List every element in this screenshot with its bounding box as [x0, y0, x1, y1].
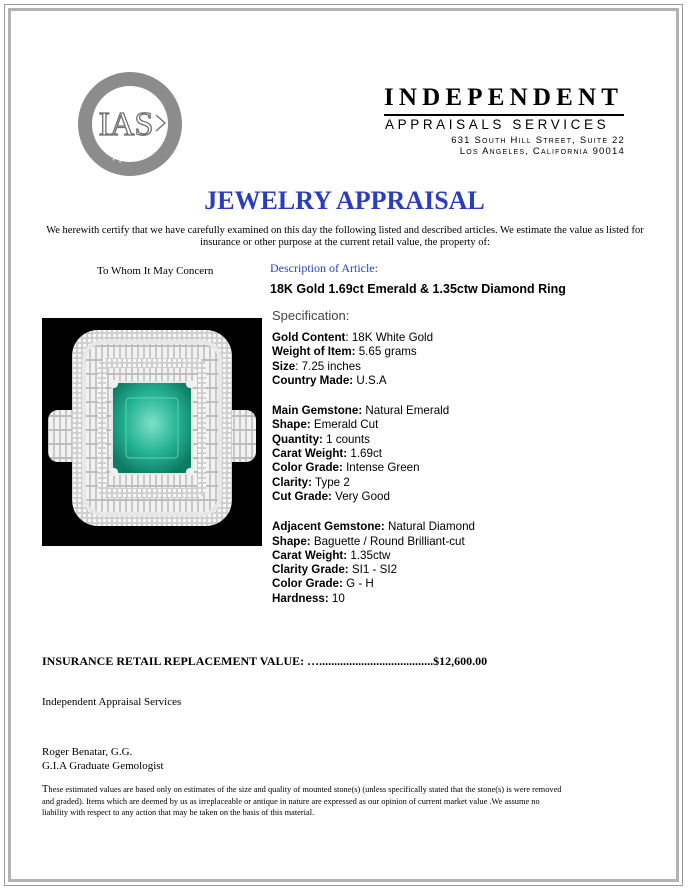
disclaimer — [42, 784, 567, 819]
logo-monogram: IAS — [98, 106, 154, 143]
ring-photo — [42, 318, 262, 546]
company-name: INDEPENDENT — [384, 84, 624, 111]
spec-adjacent-color: Color Grade: G - H — [272, 577, 374, 591]
spec-main-shape: Shape: Emerald Cut — [272, 418, 379, 432]
spec-main-gemstone: Main Gemstone: Natural Emerald — [272, 404, 450, 418]
signature-company: Independent Appraisal Services — [42, 696, 182, 708]
spec-adjacent-clarity: Clarity Grade: SI1 - SI2 — [272, 563, 398, 577]
address-line-1: 631 South Hill Street, Suite 22 — [451, 135, 625, 146]
certification-intro — [40, 225, 650, 249]
address-line-2: Los Angeles, California 90014 — [459, 146, 625, 157]
disclaimer-text: hese estimated values are based only on estimates of the size and quality of mounted stone(s) (unless specifically stated that the stone(s) is were removed and graded). Items which are deemed by us as irreplaceable or antique in nature are expressed as our opinion of current market value .We assume no liability with respect to any action that may be taken on the basis of this material. — [42, 785, 562, 817]
header-rule — [384, 114, 624, 116]
article-title: 18K Gold 1.69ct Emerald & 1.35ctw Diamond Ring — [270, 282, 566, 296]
signature-name: Roger Benatar, G.G. — [42, 746, 133, 758]
spec-main-quantity: Quantity: 1 counts — [272, 432, 370, 446]
spec-adjacent-hardness: Hardness: 10 — [272, 591, 345, 605]
logo-ring-text: Appraisal — [103, 146, 157, 165]
spec-main-cut: Cut Grade: Very Good — [272, 489, 390, 503]
document-title: JEWELRY APPRAISAL — [204, 186, 485, 215]
insurance-value: INSURANCE RETAIL REPLACEMENT VALUE: …......................................$12,600.00 — [42, 654, 488, 668]
spec-gold-content: Gold Content: 18K White Gold — [272, 331, 434, 344]
intro-line-1: We herewith certify that we have carefully examined on this day the following listed and described articles. We estimate the value as listed for — [46, 225, 644, 236]
description-label: Description of Article: — [270, 261, 378, 275]
spec-weight: Weight of Item: 5.65 grams — [272, 345, 417, 359]
spec-adjacent-gemstone: Adjacent Gemstone: Natural Diamond — [272, 520, 475, 534]
spec-adjacent-shape: Shape: Baguette / Round Brilliant-cut — [272, 534, 465, 548]
company-subtitle: APPRAISALS SERVICES — [385, 117, 610, 132]
spec-country: Country Made: U.S.A — [272, 373, 387, 387]
spec-size: Size: 7.25 inches — [272, 359, 361, 373]
recipient: To Whom It May Concern — [97, 265, 214, 277]
specification-label: Specification: — [272, 308, 350, 323]
spec-main-color: Color Grade: Intense Green — [272, 461, 420, 475]
intro-line-2: insurance or other purpose at the current retail value, the property of: — [200, 237, 490, 248]
spec-main-carat: Carat Weight: 1.69ct — [272, 447, 382, 461]
spec-main-clarity: Clarity: Type 2 — [272, 475, 350, 489]
spec-adjacent-carat: Carat Weight: 1.35ctw — [272, 548, 391, 562]
company-logo — [74, 68, 186, 180]
specification-list — [272, 331, 475, 606]
signature-credential: G.I.A Graduate Gemologist — [42, 760, 164, 772]
disclaimer-initial: T — [42, 784, 49, 795]
